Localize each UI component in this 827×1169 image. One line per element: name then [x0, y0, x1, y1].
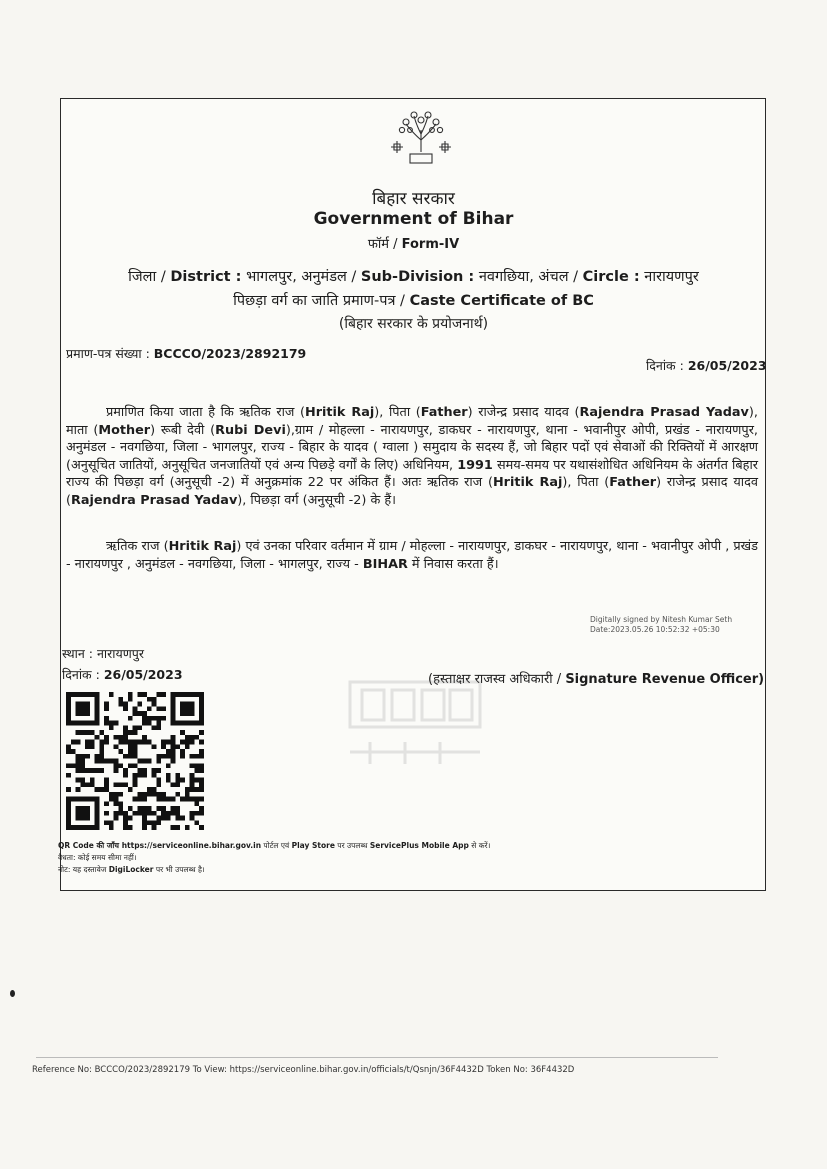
govt-name-english: Government of Bihar: [313, 209, 514, 229]
qr-note: QR Code की जाँच https://serviceonline.bihar.gov.in पोर्टल एवं Play Store पर उपलब्ध ServicePlus Mobile App से करें।: [58, 841, 491, 850]
residence-paragraph: ऋतिक राज (Hritik Raj) एवं उनका परिवार वर्तमान में ग्राम / मोहल्ला - नारायणपुर, डाकघर - नारायणपुर, थाना - भवानीपुर ओपी , प्रखंड - नारायणपुर , अनुमंडल - नवगछिया, जिला - भागलपुर, राज्य - BIHAR में निवास करता हैं।: [66, 539, 758, 572]
signatory: (हस्ताक्षर राजस्व अधिकारी / Signature Revenue Officer): [428, 672, 765, 687]
footer-divider: [36, 1057, 718, 1058]
qr-code-icon[interactable]: [66, 692, 204, 830]
verification-notes: [58, 840, 490, 876]
govt-name-hindi: बिहार सरकार: [372, 189, 455, 209]
reference-line: Reference No: BCCCO/2023/2892179 To View: https://serviceonline.bihar.gov.in/officials/t/Qsnjn/36F4432D Token No: 36F4432D: [32, 1065, 575, 1075]
digilocker-note: नोट: यह दस्तावेज DigiLocker पर भी उपलब्ध है।: [58, 865, 205, 874]
certificate-number: प्रमाण-पत्र संख्या : BCCCO/2023/2892179: [66, 346, 307, 361]
place: स्थान : नारायणपुर: [62, 646, 144, 661]
form-label: फॉर्म / Form-IV: [367, 237, 460, 252]
scan-speck: [10, 990, 15, 997]
certificate-purpose: (बिहार सरकार के प्रयोजनार्थ): [338, 316, 489, 332]
bihar-emblem-icon: [388, 110, 454, 168]
watermark-seal-icon: [330, 672, 500, 782]
certification-paragraph: प्रमाणित किया जाता है कि ऋतिक राज (Hritik Raj), पिता (Father) राजेन्द्र प्रसाद यादव (Rajendra Prasad Yadav), माता (Mother) रूबी देवी (Rubi Devi),ग्राम / मोहल्ला - नारायणपुर, डाकघर - नारायणपुर, थाना - भवानीपुर ओपी, प्रखंड - नारायणपुर, अनुमंडल - नवगछिया, जिला - भागलपुर, राज्य - बिहार के यादव ( ग्वाला ) समुदाय के सदस्य हैं, जो बिहार पदों एवं सेवाओं की रिक्तियों में आरक्षण (अनुसूचित जातियों, अनुसूचित जनजातियों एवं अन्य पिछड़े वर्गों के लिए) अधिनियम, 1991 समय-समय पर यथासंशोधित अधिनियम के अंतर्गत बिहार राज्य की पिछड़ा वर्ग (अनुसूची -2) में अनुक्रमांक 22 पर अंकित हैं। अतः ऋतिक राज (Hritik Raj), पिता (Father) राजेन्द्र प्रसाद यादव (Rajendra Prasad Yadav), पिछड़ा वर्ग (अनुसूची -2) के हैं।: [66, 405, 758, 508]
location-line: जिला / District : भागलपुर, अनुमंडल / Sub-Division : नवगछिया, अंचल / Circle : नारायणपुर: [128, 269, 699, 285]
footer-date: दिनांक : 26/05/2023: [62, 667, 183, 682]
certificate-title: पिछड़ा वर्ग का जाति प्रमाण-पत्र / Caste Certificate of BC: [233, 293, 594, 309]
validity-note: वैधता: कोई समय सीमा नहीं।: [58, 853, 137, 862]
issue-date: दिनांक : 26/05/2023: [646, 358, 767, 373]
digital-signature: Digitally signed by Nitesh Kumar Seth Date:2023.05.26 10:52:32 +05:30: [590, 615, 733, 634]
